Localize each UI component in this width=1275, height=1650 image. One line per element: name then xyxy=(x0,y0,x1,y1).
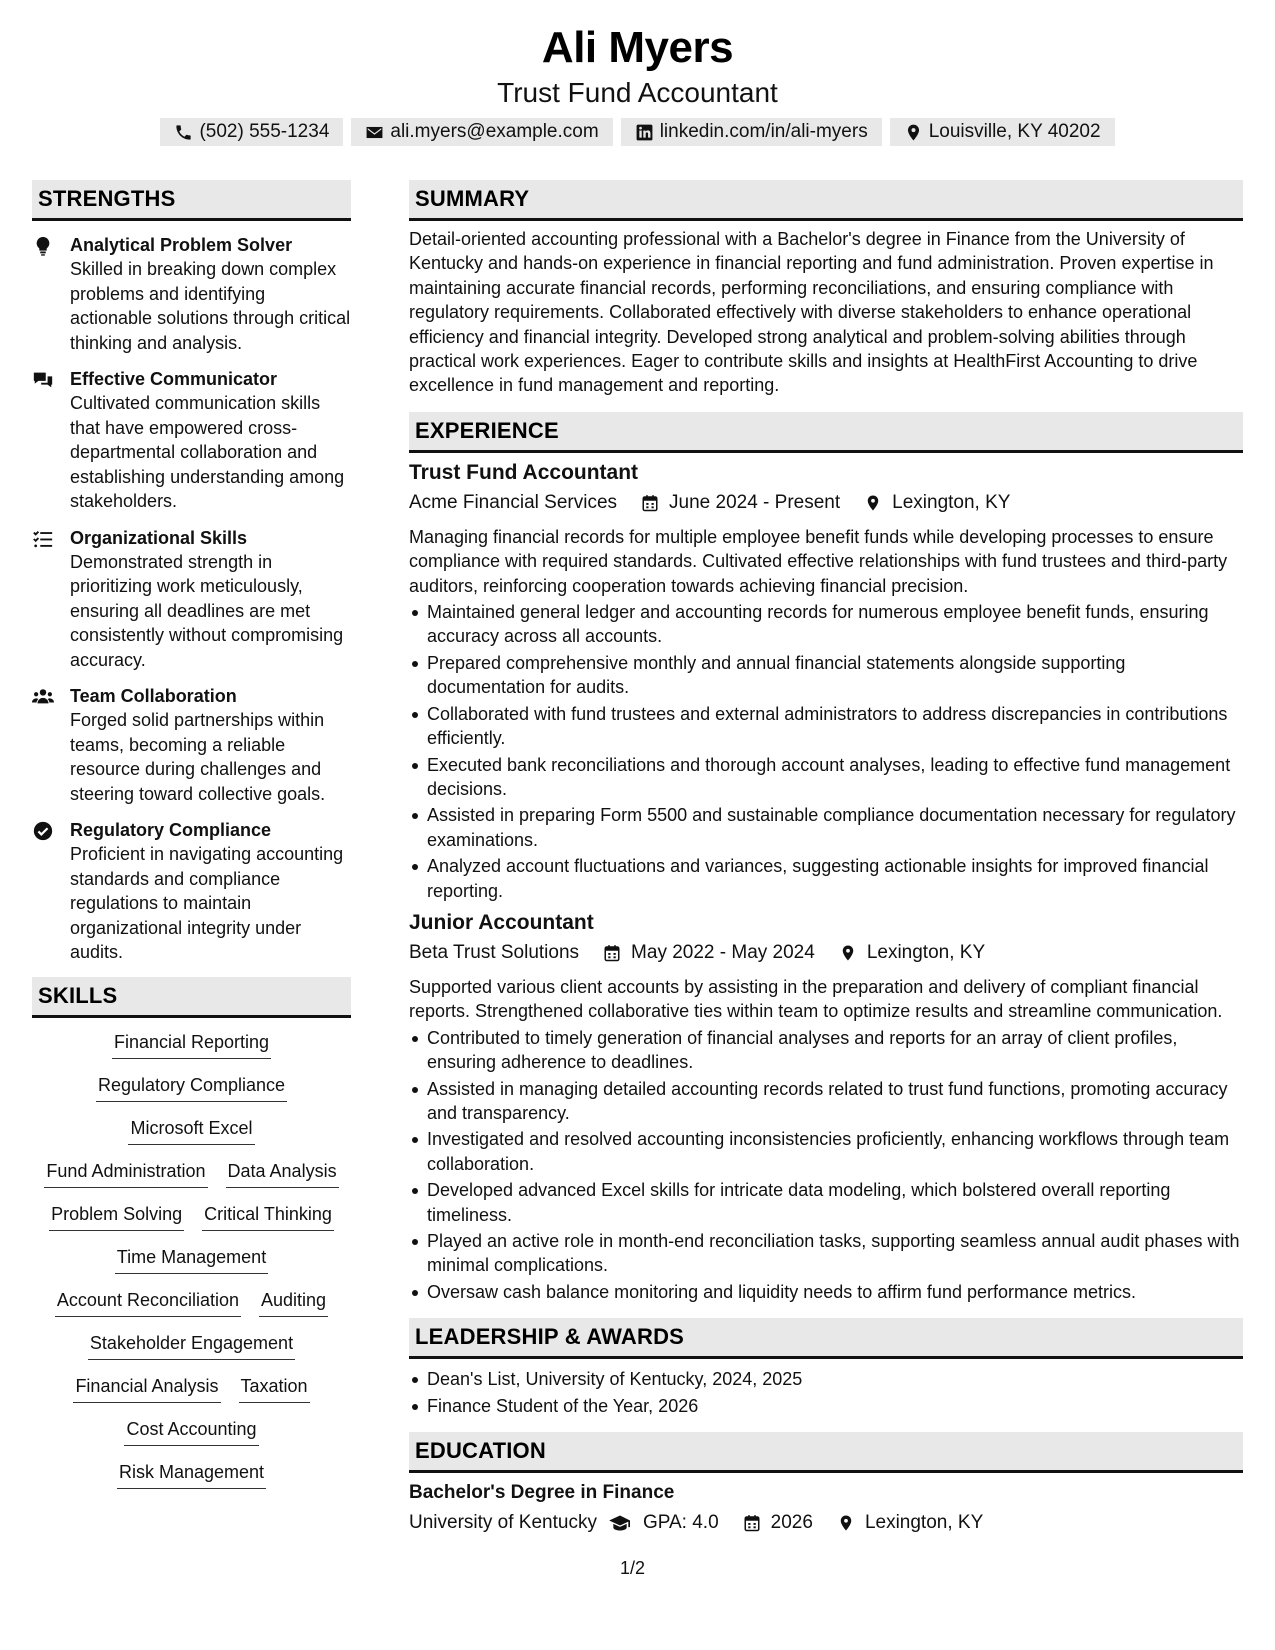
bullet-item: Prepared comprehensive monthly and annual financial statements alongside supporting documentation for audits. xyxy=(409,651,1243,700)
school-location: Lexington, KY xyxy=(864,1512,984,1534)
phone-text: (502) 555-1234 xyxy=(199,121,330,142)
skill-row xyxy=(73,1374,309,1403)
skill-row xyxy=(44,1159,338,1188)
bullet-item: Oversaw cash balance monitoring and liquidity needs to affirm fund performance metrics. xyxy=(409,1280,1243,1304)
strength-title: Organizational Skills xyxy=(70,527,248,548)
skill-tag: Cost Accounting xyxy=(124,1417,258,1446)
award-item: Dean's List, University of Kentucky, 2024, 2025 xyxy=(409,1367,1243,1391)
skill-tag: Stakeholder Engagement xyxy=(88,1331,295,1360)
comments-icon xyxy=(32,369,54,391)
page-number: 1/2 xyxy=(620,1558,646,1578)
skill-tag: Auditing xyxy=(259,1288,328,1317)
strength-desc: Skilled in breaking down complex problems and identifying actionable solutions through critical thinking and analysis. xyxy=(70,259,351,353)
skill-row xyxy=(117,1460,266,1489)
award-item: Finance Student of the Year, 2026 xyxy=(409,1394,1243,1418)
job-bullets xyxy=(409,1026,1243,1304)
right-column xyxy=(409,180,1243,1537)
skills-heading: SKILLS xyxy=(32,977,351,1018)
email-text[interactable]: ali.myers@example.com xyxy=(390,121,599,142)
strength-title: Effective Communicator xyxy=(70,369,278,389)
strength-desc: Forged solid partnerships within teams, becoming a reliable resource during challenges and steering toward collective goals. xyxy=(70,710,326,804)
job-company: Acme Financial Services xyxy=(409,491,618,513)
skills-list xyxy=(32,1030,351,1503)
contact-location xyxy=(890,118,1115,146)
job-title: Trust Fund Accountant xyxy=(409,460,639,484)
education-meta xyxy=(409,1509,1243,1537)
bullet-item: Assisted in preparing Form 5500 and sustainable compliance documentation necessary for regulatory examinations. xyxy=(409,803,1243,852)
job-location: Lexington, KY xyxy=(892,491,1011,513)
job-dates: May 2022 - May 2024 xyxy=(631,941,815,963)
job-location: Lexington, KY xyxy=(866,941,986,963)
strength-title: Regulatory Compliance xyxy=(70,820,272,840)
bullet-item: Executed bank reconciliations and thorough account analyses, leading to effective fund management decisions. xyxy=(409,753,1243,802)
map-pin-icon xyxy=(904,123,923,142)
skill-tag: Taxation xyxy=(239,1374,310,1403)
skill-tag: Risk Management xyxy=(117,1460,266,1489)
graduation-cap-icon xyxy=(607,1513,633,1533)
skill-row xyxy=(55,1288,328,1317)
strength-desc: Demonstrated strength in prioritizing work meticulously, ensuring all deadlines are met consistently without compromising accuracy. xyxy=(70,551,344,670)
lightbulb-icon xyxy=(32,235,54,257)
skill-tag: Microsoft Excel xyxy=(128,1116,254,1145)
education-heading: EDUCATION xyxy=(409,1432,1243,1473)
graduation-year: 2026 xyxy=(770,1512,813,1534)
skill-tag: Problem Solving xyxy=(49,1202,184,1231)
job-company: Beta Trust Solutions xyxy=(409,941,580,963)
strength-item xyxy=(32,684,351,806)
job-bullets xyxy=(409,600,1243,903)
left-column xyxy=(32,180,351,1503)
contact-phone xyxy=(160,118,343,146)
skill-tag: Critical Thinking xyxy=(202,1202,334,1231)
job-title: Junior Accountant xyxy=(409,910,594,934)
job-dates: June 2024 - Present xyxy=(669,491,841,513)
job-entry xyxy=(409,459,1243,903)
linkedin-icon xyxy=(635,123,654,142)
list-check-icon xyxy=(32,528,54,550)
skill-row xyxy=(115,1245,268,1274)
job-meta xyxy=(409,939,1243,967)
skill-row xyxy=(124,1417,258,1446)
skill-tag: Financial Analysis xyxy=(73,1374,220,1403)
phone-icon xyxy=(174,123,193,142)
check-circle-icon xyxy=(32,820,54,842)
calendar-icon xyxy=(743,1513,761,1533)
bullet-item: Maintained general ledger and accounting records for numerous employee benefit funds, ensuring accuracy across all accounts. xyxy=(409,600,1243,649)
skill-tag: Time Management xyxy=(115,1245,268,1274)
map-pin-icon xyxy=(837,1513,855,1533)
leadership-list xyxy=(409,1367,1243,1418)
calendar-icon xyxy=(603,943,621,963)
candidate-title: Trust Fund Accountant xyxy=(497,77,778,108)
skill-row xyxy=(49,1202,334,1231)
bullet-item: Collaborated with fund trustees and external administrators to address discrepancies in contributions efficiently. xyxy=(409,702,1243,751)
degree-title: Bachelor's Degree in Finance xyxy=(409,1482,675,1504)
bullet-item: Investigated and resolved accounting inconsistencies proficiently, enhancing workflows through team collaboration. xyxy=(409,1127,1243,1176)
strength-title: Team Collaboration xyxy=(70,686,237,706)
linkedin-text[interactable]: linkedin.com/in/ali-myers xyxy=(659,121,868,142)
summary-heading: SUMMARY xyxy=(409,180,1243,221)
job-description: Supported various client accounts by assisting in the preparation and delivery of compliant financial reports. Strengthened collaborative ties within team to optimize results and streamline communication. xyxy=(409,976,1223,1022)
experience-heading: EXPERIENCE xyxy=(409,412,1243,453)
contact-bar xyxy=(0,118,1275,146)
gpa-text: GPA: 4.0 xyxy=(642,1512,719,1534)
bullet-item: Analyzed account fluctuations and variances, suggesting actionable insights for improved financial reporting. xyxy=(409,854,1243,903)
bullet-item: Assisted in managing detailed accounting records related to trust fund functions, promoting accuracy and transparency. xyxy=(409,1077,1243,1126)
strength-title: Analytical Problem Solver xyxy=(70,235,293,255)
skills-section xyxy=(32,977,351,1503)
users-icon xyxy=(32,686,54,708)
school-name: University of Kentucky xyxy=(409,1512,597,1534)
skill-row xyxy=(88,1331,295,1360)
skill-tag: Account Reconciliation xyxy=(55,1288,241,1317)
strength-item xyxy=(32,367,351,514)
strength-item xyxy=(32,233,351,355)
skill-row xyxy=(128,1116,254,1145)
candidate-name: Ali Myers xyxy=(541,23,734,72)
location-text: Louisville, KY 40202 xyxy=(928,121,1101,142)
skill-tag: Regulatory Compliance xyxy=(96,1073,287,1102)
skill-tag: Data Analysis xyxy=(226,1159,339,1188)
bullet-item: Contributed to timely generation of financial analyses and reports for an array of client profiles, ensuring adherence to deadlines. xyxy=(409,1026,1243,1075)
skill-row xyxy=(112,1030,271,1059)
strength-desc: Proficient in navigating accounting standards and compliance regulations to maintain organizational integrity under audits. xyxy=(70,844,344,962)
strength-item xyxy=(32,526,351,673)
summary-text: Detail-oriented accounting professional with a Bachelor's degree in Finance from the University of Kentucky and hands-on experience in financial reporting and fund administration. Proven expertise in maintaining accurate financial records, performing reconciliations, and ensuring compliance with regulatory requirements. Collaborated effectively with diverse stakeholders to enhance operational efficiency and financial integrity. Developed strong analytical and problem-solving abilities through practical work experiences. Eager to contribute skills and insights at HealthFirst Accounting to drive excellence in fund management and reporting. xyxy=(409,229,1214,396)
calendar-icon xyxy=(641,493,659,513)
strength-item xyxy=(32,818,351,965)
strength-desc: Cultivated communication skills that have empowered cross-departmental collaboration and establishing understanding among stakeholders. xyxy=(70,393,345,511)
envelope-icon xyxy=(365,123,384,142)
job-description: Managing financial records for multiple employee benefit funds while developing processes to ensure compliance with required standards. Cultivated effective relationships with fund trustees and third-party auditors, reinforcing cooperation towards achieving financial precision. xyxy=(409,526,1228,596)
skill-row xyxy=(96,1073,287,1102)
job-entry xyxy=(409,909,1243,1304)
contact-linkedin[interactable] xyxy=(621,118,882,146)
contact-email[interactable] xyxy=(351,118,612,146)
bullet-item: Played an active role in month-end reconciliation tasks, supporting seamless annual audit phases with minimal complications. xyxy=(409,1229,1243,1278)
resume-header xyxy=(0,22,1275,146)
job-meta xyxy=(409,489,1243,517)
leadership-heading: LEADERSHIP & AWARDS xyxy=(409,1318,1243,1359)
strengths-heading: STRENGTHS xyxy=(32,180,351,221)
map-pin-icon xyxy=(839,943,857,963)
skill-tag: Fund Administration xyxy=(44,1159,207,1188)
strengths-list xyxy=(32,233,351,965)
map-pin-icon xyxy=(864,493,882,513)
skill-tag: Financial Reporting xyxy=(112,1030,271,1059)
bullet-item: Developed advanced Excel skills for intricate data modeling, which bolstered overall reporting timeliness. xyxy=(409,1178,1243,1227)
